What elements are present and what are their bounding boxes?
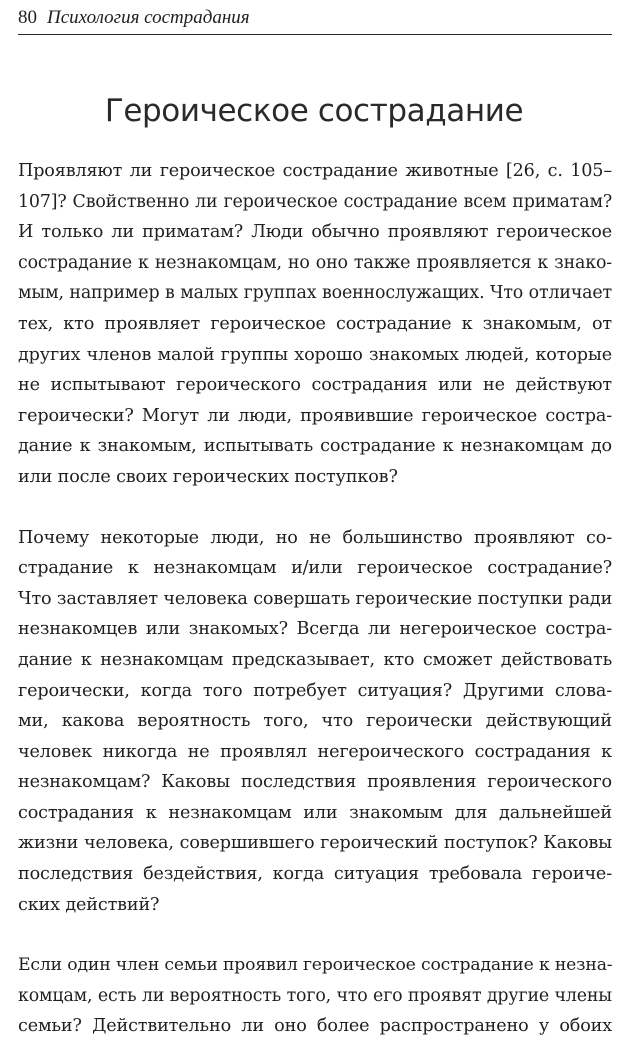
text-line: незнакомцев или знакомых? Всегда ли негероическое состра- <box>18 619 612 640</box>
text-line: незнакомцам? Каковы последствия проявления героического <box>18 772 612 793</box>
text-line: ских действий? <box>18 894 160 915</box>
text-line: тех, кто проявляет героическое сострадание к знакомым, от <box>18 313 612 334</box>
book-title: Психология сострадания <box>47 7 250 28</box>
text-line: последствия бездействия, когда ситуация требовала героиче- <box>18 864 612 885</box>
text-line: И только ли приматам? Люди обычно проявляют героическое <box>18 222 612 243</box>
text-line: семьи? Действительно ли оно более распространено у обоих <box>18 1016 612 1037</box>
paragraph-1 <box>18 156 612 493</box>
text-line: дание к знакомым, испытывать сострадание к незнакомцам до <box>18 436 612 457</box>
text-line: человек никогда не проявлял негероического сострадания к <box>18 741 612 762</box>
body-text <box>18 156 612 1042</box>
text-line: других членов малой группы хорошо знакомых людей, которые <box>18 344 612 365</box>
text-line: героически? Могут ли люди, проявившие героическое состра- <box>18 405 612 426</box>
text-line: дание к незнакомцам предсказывает, кто сможет действовать <box>18 649 612 670</box>
chapter-title: Героическое сострадание <box>104 93 524 129</box>
paragraph-gap <box>18 920 612 950</box>
text-line: мым, например в малых группах военнослужащих. Что отличает <box>18 283 612 304</box>
text-line: сострадание к незнакомцам, но оно также проявляется к знако- <box>18 252 612 273</box>
running-header <box>18 6 612 35</box>
text-line: Что заставляет человека совершать героические поступки ради <box>18 588 613 609</box>
text-line: Если один член семьи проявил героическое сострадание к незна- <box>18 955 613 976</box>
text-line: комцам, есть ли вероятность того, что его проявят другие члены <box>18 985 612 1006</box>
text-line: не испытывают героического сострадания или не действуют <box>18 375 612 396</box>
text-line: сострадания к незнакомцам или знакомым для дальнейшей <box>18 802 612 823</box>
text-line: жизни человека, совершившего героический поступок? Каковы <box>18 833 612 854</box>
text-line: Почему некоторые люди, но не большинство проявляют со- <box>18 527 612 548</box>
text-line: Проявляют ли героическое сострадание животные [26, с. 105– <box>18 161 612 181</box>
paragraph-gap <box>18 493 612 523</box>
text-line: или после своих героических поступков? <box>18 466 398 487</box>
text-line: 107]? Свойственно ли героическое сострадание всем приматам? <box>18 191 612 212</box>
text-line: ми, какова вероятность того, что героически действующий <box>18 711 612 732</box>
text-line: героически, когда того потребует ситуация? Другими слова- <box>18 680 612 701</box>
paragraph-3 <box>18 950 612 1042</box>
page-number: 80 <box>18 7 37 28</box>
paragraph-2 <box>18 523 612 921</box>
text-line: страдание к незнакомцам и/или героическое сострадание? <box>18 558 612 579</box>
